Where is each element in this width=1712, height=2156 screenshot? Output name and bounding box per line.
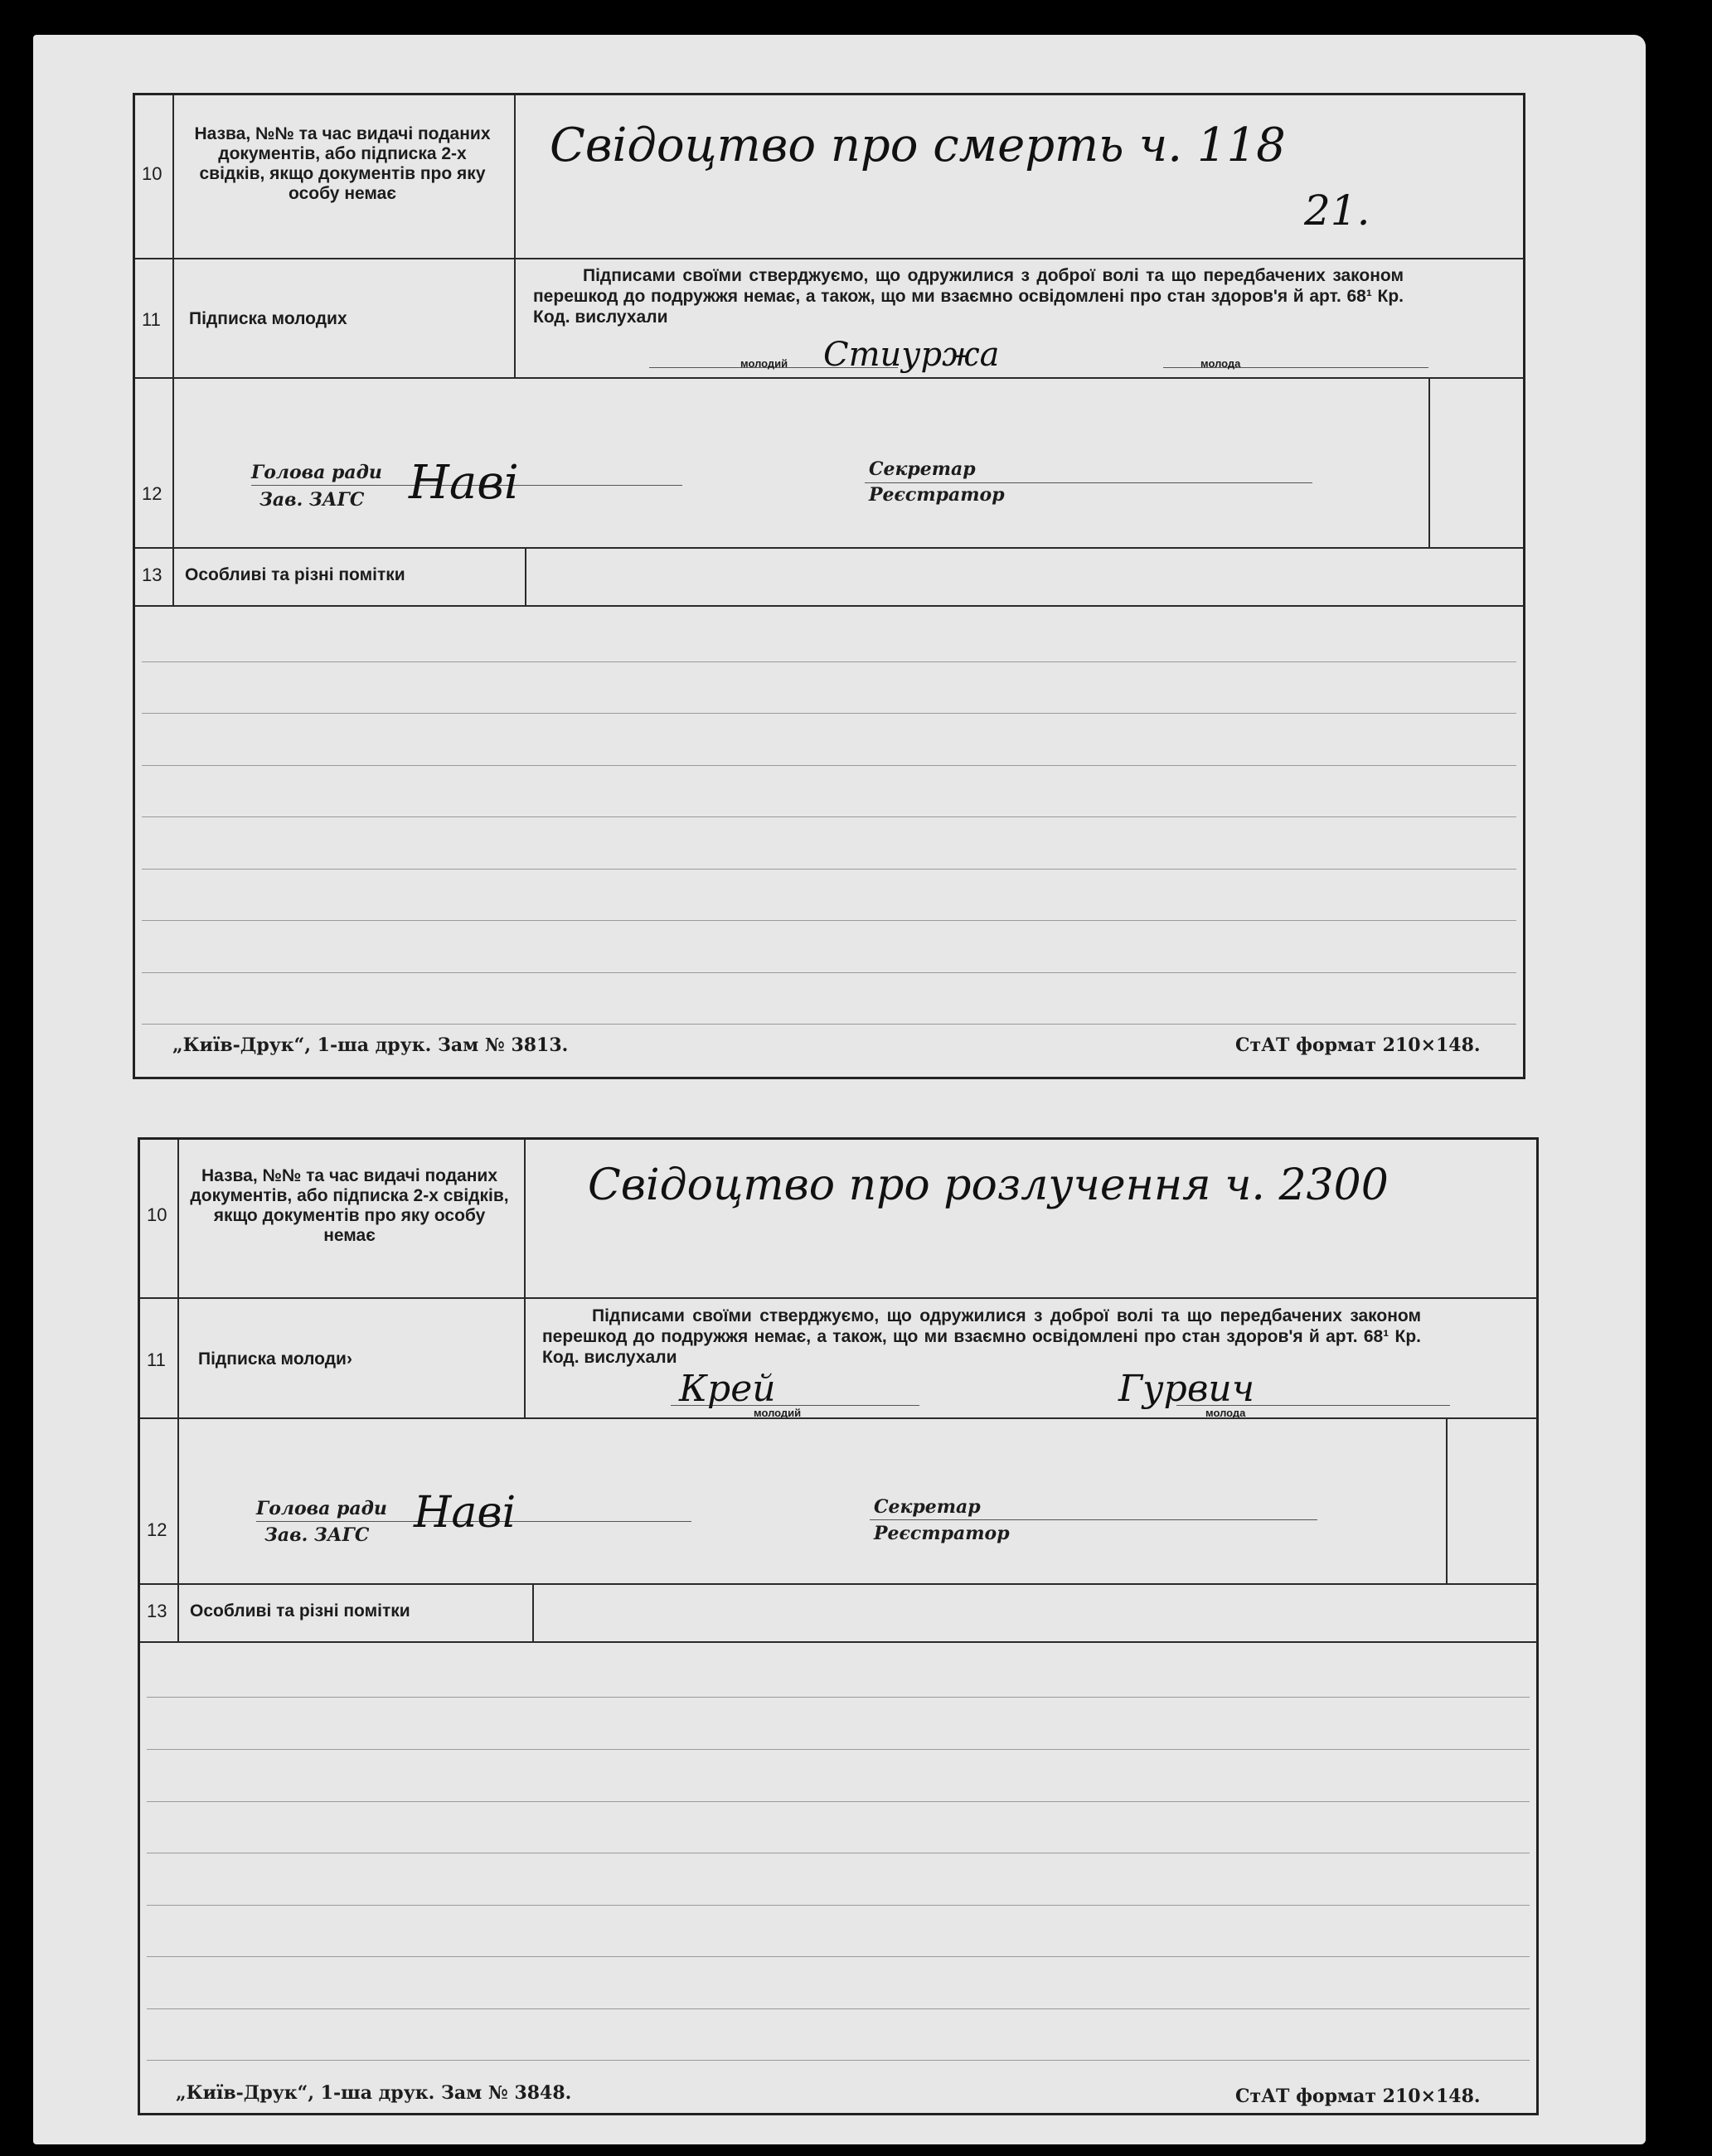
secretary-label: Секретар: [869, 458, 976, 480]
row-number-11: 11: [147, 1349, 166, 1370]
format-note-2: СтАТ формат 210×148.: [1235, 2086, 1481, 2107]
head-signature: Наві: [414, 1488, 517, 1538]
row-number-12: 12: [142, 483, 162, 504]
groom-signature: Стиуржа: [823, 336, 1000, 374]
format-note-1: СтАТ формат 210×148.: [1235, 1034, 1481, 1056]
handwritten-document-entry: Свідоцтво про смерть ч. 118: [550, 119, 1286, 172]
row-number-11: 11: [142, 309, 161, 330]
registrar-label: Реєстратор: [874, 1523, 1010, 1544]
handwritten-document-entry: Свідоцтво про розлучення ч. 2300: [588, 1160, 1389, 1210]
declaration-text: Підписами своїми стверджуємо, що одружилися з доброї волі та що передбачених законом перешкод до подружжя немає, а також, що ми взаємно освідомлені про стан здоров'я й арт. 68¹ Кр. Код. вислухали: [533, 266, 1404, 327]
row-11-label: Підписка молоди›: [198, 1349, 352, 1369]
groom-label: молодий: [754, 1407, 802, 1419]
row-number-12: 12: [147, 1519, 167, 1540]
marriage-record-form-1: [133, 93, 1525, 1079]
declaration-text: Підписами своїми стверджуємо, що одружилися з доброї волі та що передбачених законом перешкод до подружжя немає, а також, що ми взаємно освідомлені про стан здоров'я й арт. 68¹ Кр. Код. вислухали: [542, 1306, 1421, 1367]
bride-label: молода: [1200, 357, 1241, 370]
secretary-label: Секретар: [874, 1496, 981, 1518]
marriage-record-form-2: [138, 1137, 1539, 2115]
printer-imprint-1: „Київ-Друк“, 1-ша друк. Зам № 3813.: [172, 1034, 569, 1056]
row-number-10: 10: [142, 163, 162, 184]
row-number-13: 13: [142, 564, 162, 585]
head-label: Голова ради: [251, 462, 382, 483]
groom-label: молодий: [740, 357, 788, 370]
row-11-label: Підписка молодих: [189, 309, 347, 328]
groom-signature: Крей: [679, 1368, 776, 1410]
row-13-label: Особливі та різні помітки: [185, 565, 405, 584]
row-number-10: 10: [147, 1204, 167, 1225]
row-number-13: 13: [147, 1601, 167, 1621]
head-label: Голова ради: [256, 1498, 387, 1519]
head-signature: Наві: [409, 456, 519, 510]
row-13-label: Особливі та різні помітки: [190, 1601, 410, 1621]
registrar-label: Реєстратор: [869, 484, 1005, 506]
handwritten-document-entry-2: 21.: [1304, 187, 1370, 235]
row-10-label: Назва, №№ та час видачі поданих документів, або підписка 2-х свідків, якщо документів про яку особу немає: [194, 124, 491, 203]
zags-head-label: Зав. ЗАГС: [264, 1524, 370, 1546]
row-10-label: Назва, №№ та час видачі поданих документів, або підписка 2-х свідків, якщо документів про яку особу немає: [190, 1166, 509, 1245]
printer-imprint-2: „Київ-Друк“, 1-ша друк. Зам № 3848.: [176, 2082, 572, 2104]
zags-head-label: Зав. ЗАГС: [259, 489, 365, 511]
bride-signature: Гурвич: [1118, 1368, 1255, 1410]
bride-label: молода: [1205, 1407, 1246, 1419]
document-page: [33, 35, 1646, 2144]
